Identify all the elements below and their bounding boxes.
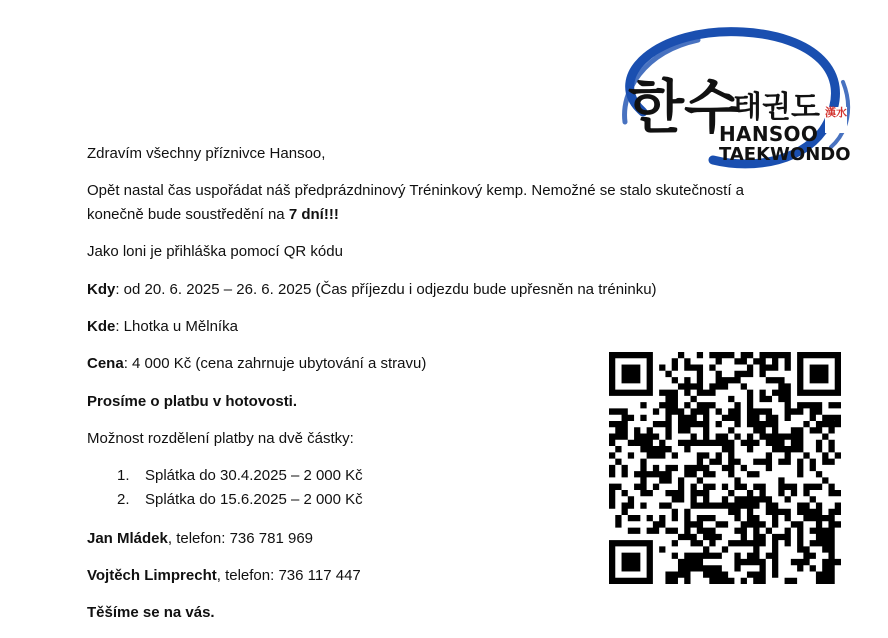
qr-finder-pattern <box>609 540 653 584</box>
where-row <box>87 318 238 335</box>
registration-qr-code[interactable] <box>609 352 841 584</box>
contact-2 <box>87 567 361 584</box>
where-label: Kde <box>87 318 116 335</box>
qr-finder-pattern <box>797 352 841 396</box>
intro-paragraph-line1: Opět nastal čas uspořádat náš předprázdninový Tréninkový kemp. Nemožné se stalo skutečností a <box>87 182 745 199</box>
logo-seal: 漢水 <box>825 107 847 133</box>
logo-korean-text: 한수 <box>628 73 741 141</box>
when-label: Kdy <box>87 281 116 298</box>
cash-note: Prosíme o platbu v hotovosti. <box>87 393 298 410</box>
logo-korean-small-text: 태권도 <box>733 90 820 125</box>
where-value: : Lhotka u Mělníka <box>115 318 238 335</box>
when-row <box>87 281 657 298</box>
contact-2-phone: , telefon: 736 117 447 <box>216 567 361 584</box>
intro-paragraph-line2 <box>87 206 339 223</box>
split-intro: Možnost rozdělení platby na dvě částky: <box>87 430 354 447</box>
installment-text: Splátka do 30.4.2025 – 2 000 Kč <box>145 467 363 484</box>
greeting: Zdravím všechny příznivce Hansoo, <box>87 145 326 162</box>
contact-1-name: Jan Mládek <box>87 530 168 547</box>
closing: Těšíme se na vás. <box>87 604 215 621</box>
installment-number: 2. <box>117 491 130 508</box>
installment-text: Splátka do 15.6.2025 – 2 000 Kč <box>145 491 363 508</box>
installment-number: 1. <box>117 467 130 484</box>
contact-1 <box>87 530 313 547</box>
price-value: : 4 000 Kč (cena zahrnuje ubytování a stravu) <box>123 355 427 372</box>
logo-taekwondo-text: TAEKWONDO <box>719 144 851 165</box>
contact-1-phone: , telefon: 736 781 969 <box>167 530 313 547</box>
intro-text: konečně bude soustředění na <box>87 206 289 223</box>
hansoo-logo <box>603 22 868 182</box>
price-label: Cena <box>87 355 124 372</box>
logo-hansoo-text: HANSOO <box>719 122 819 146</box>
contact-2-name: Vojtěch Limprecht <box>87 567 217 584</box>
qr-finder-pattern <box>609 352 653 396</box>
when-value: : od 20. 6. 2025 – 26. 6. 2025 (Čas příjezdu i odjezdu bude upřesněn na tréninku) <box>115 281 657 298</box>
camp-duration: 7 dní!!! <box>288 206 339 223</box>
qr-note: Jako loni je přihláška pomocí QR kódu <box>87 243 343 260</box>
price-row <box>87 355 426 372</box>
